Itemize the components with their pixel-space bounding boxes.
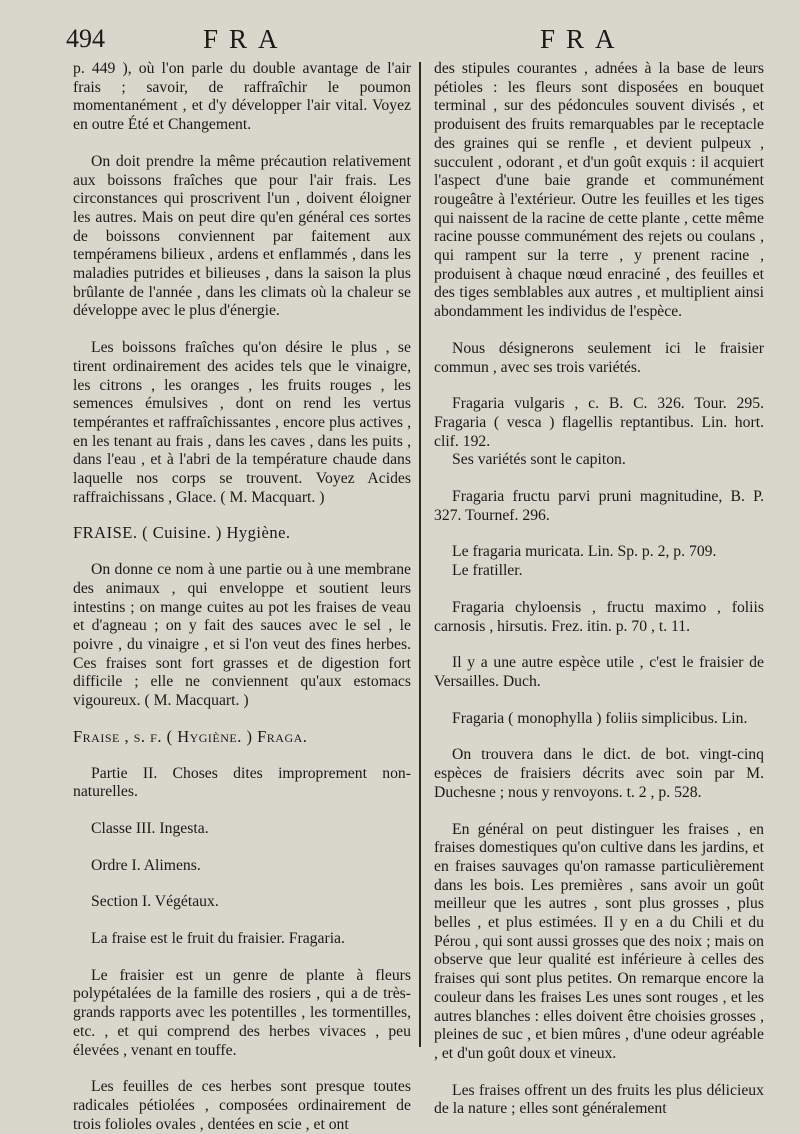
- species-entry: Le fratiller.: [452, 562, 523, 580]
- right-column: [434, 60, 764, 1119]
- classification-line: Classe III. Ingesta.: [91, 819, 209, 837]
- paragraph: Il y a une autre espèce utile , c'est le fraisier de Versailles. Duch.: [434, 654, 764, 690]
- classification-line: Partie II. Choses dites improprement non-naturelles.: [73, 764, 411, 801]
- paragraph: Le fraisier est un genre de plante à fleurs polypétalées de la famille des rosiers , qui a de très-grands rapports avec les potentilles , les tormentilles, etc. , et qui comprend des herbes vivaces , peu élevées , venant en touffe.: [73, 966, 411, 1059]
- species-entry: Fragaria ( monophylla ) foliis simplicibus. Lin.: [452, 709, 748, 727]
- paragraph: des stipules courantes , adnées à la base de leurs pétioles : les fleurs sont disposées en bouquet terminal , sur des pédoncules souvent divisés , et produisent des fruits remarquables par le receptacle des graines qui se renfle , et devient pulpeux , succulent , odorant , et d'un goût exquis : il acquiert l'aspect d'une baie grande et communément rougeâtre à l'extérieur. Outre les feuilles et les tiges qui naissent de la racine de cette plante , cette même racine pousse communément des rejets ou coulans , qui rampent sur la terre , y prenent racine , produisent à chaque nœud enraciné , des feuilles et des tiges semblables aux autres , et multiplient ainsi abondamment les individus de l'espèce.: [434, 60, 764, 321]
- species-entry: Fragaria chyloensis , fructu maximo , foliis carnosis , hirsutis. Frez. itin. p. 70 , t. 11.: [434, 598, 764, 635]
- species-entry: Fragaria vulgaris , c. B. C. 326. Tour. 295. Fragaria ( vesca ) flagellis reptantibus. Lin. hort. clif. 192.: [434, 395, 764, 450]
- paragraph: On trouvera dans le dict. de bot. vingt-cinq espèces de fraisiers décrits avec soin par M. Duchesne ; nous y renvoyons. t. 2 , p. 528.: [434, 746, 764, 801]
- paragraph: Les boissons fraîches qu'on désire le plus , se tirent ordinairement des acides tels que le vinaigre, les citrons , les oranges , les fruits rouges , les semences émulsives , dont on rend les vertus tempérantes et raffraîchissantes , encore plus actives , en les tenant au frais , dans les caves , dans les puits , dans l'eau , et à l'abri de la température chaude dans laquelle nos corps se trouvent. Voyez Acides raffraichissans , Glace. ( M. Macquart. ): [73, 339, 411, 506]
- paragraph: On doit prendre la même précaution relativement aux boissons fraîches que pour l'air frais. Les circonstances qui proscrivent l'un , doivent éloigner les autres. Mais on peut dire qu'en général ces sortes de boissons conviennent par faitement aux tempéramens bilieux , ardens et enflammés , dans les maladies putrides et bilieuses , dans la saison la plus brûlante de l'année , dans les climats où la chaleur se développe avec le plus d'énergie.: [73, 152, 411, 320]
- paragraph: Nous désignerons seulement ici le fraisier commun , avec ses trois variétés.: [434, 339, 764, 376]
- page-number: 494: [66, 24, 105, 53]
- running-head-left: FRA: [203, 24, 289, 54]
- paragraph: Les fraises offrent un des fruits les plus délicieux de la nature ; elles sont généralement: [434, 1081, 764, 1118]
- paragraph: La fraise est le fruit du fraisier. Fragaria.: [91, 930, 345, 948]
- column-divider: [419, 62, 421, 1047]
- paragraph: On donne ce nom à une partie ou à une membrane des animaux , qui enveloppe et soutient leurs intestins ; on mange cuites au pot les fraises de veau et d'agneau ; on y fait des sauces avec le sel , le poivre , du vinaigre , et si l'on veut des fines herbes. Ces fraises sont fort grasses et de digestion fort difficile ; elle ne conviennent qu'aux estomacs vigoureux. ( M. Macquart. ): [73, 561, 411, 710]
- species-entry: Fragaria fructu parvi pruni magnitudine, B. P. 327. Tournef. 296.: [434, 488, 764, 524]
- paragraph: Les feuilles de ces herbes sont presque toutes radicales pétiolées , composées ordinairement de trois folioles ovales , dentées en scie , et ont: [73, 1078, 411, 1133]
- running-head-right: FRA: [540, 24, 626, 54]
- paragraph: p. 449 ), où l'on parle du double avantage de l'air frais ; savoir, de raffraîchir le poumon momentanément , et d'y développer l'air vital. Voyez en outre Été et Changement.: [73, 60, 411, 134]
- species-entry: Le fragaria muricata. Lin. Sp. p. 2, p. 709.: [452, 543, 717, 561]
- classification-line: Section I. Végétaux.: [91, 893, 219, 911]
- paragraph: Ses variétés sont le capiton.: [452, 451, 626, 469]
- left-column: [73, 60, 411, 1134]
- paragraph: En général on peut distinguer les fraises , en fraises domestiques qu'on cultive dans les jardins, et en fraises sauvages qu'on ramasse particulièrement dans les bois. Les premières , sans avoir un goût meilleur que les autres , sont plus grosses , plus belles , et plus estimées. Il y en a du Chili et du Pérou , qui sont aussi grosses que des noix ; mais on observe que leur qualité est inférieure à celles des fraises qui sont plus petites. On remarque encore la couleur dans les fraises Les unes sont rouges , et les autres blanches : elles doivent être choisies grosses , pleines de suc , et bien mûres , d'une odeur agréable , et d'un goût doux et vineux.: [434, 820, 764, 1062]
- entry-heading-fraise-cuisine: FRAISE. ( Cuisine. ) Hygiène.: [73, 523, 291, 543]
- entry-heading-fraise-hygiene: Fraise , s. f. ( Hygiène. ) Fraga.: [73, 726, 308, 746]
- classification-line: Ordre I. Alimens.: [91, 856, 201, 874]
